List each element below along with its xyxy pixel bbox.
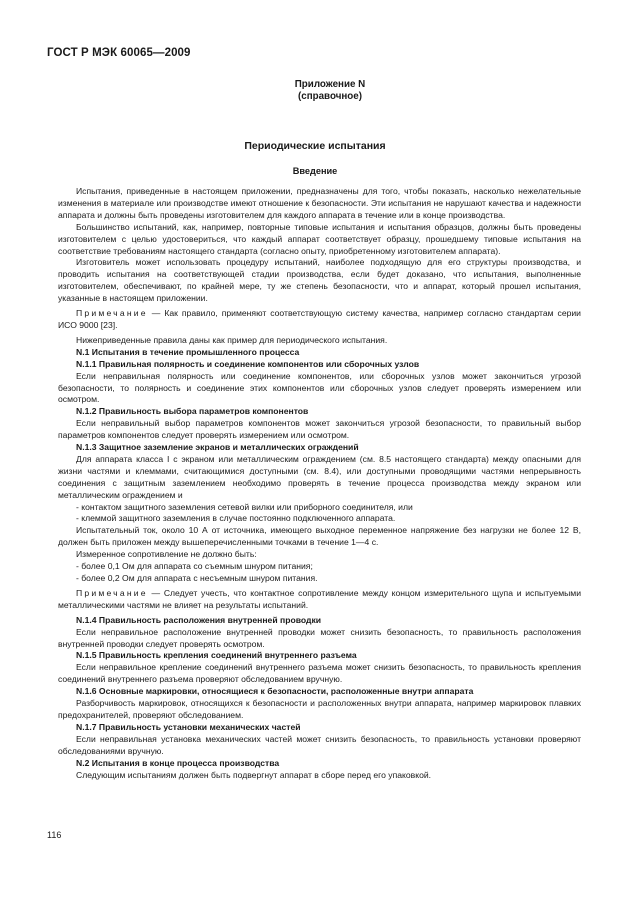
body-paragraph: Изготовитель может использовать процедуру испытаний, наиболее подходящую для его структуры производства, и проводить испытания на соответствующей стадии производства, если будет доказано, что испытания, выполненные изготовителем, обеспечивают, по крайней мере, ту же степень безопасности, что и аппарат, который прошел испытания, указанные в настоящем приложении.: [58, 257, 581, 304]
annex-heading: [0, 79, 630, 103]
body-paragraph: Если неправильное расположение внутренней проводки может снизить безопасность, то правильность расположения внутренней проводки следует проверять осмотром.: [58, 626, 581, 649]
list-item: - клеммой защитного заземления в случае постоянно подключенного аппарата.: [76, 513, 396, 524]
body-paragraph: Для аппарата класса I с экраном или металлическим ограждением (см. 8.5 настоящего стандарта) между опасными для жизни частями и клеммами, считающимися доступными (см. 8.4), или доступными проводящими частями непрерывность соединения с защитным заземлением необходимо проверять в течение процесса производства между экраном или металлическим ограждением и: [58, 453, 581, 500]
body-paragraph: Следующим испытаниям должен быть подвергнут аппарат в сборе перед его упаковкой.: [76, 769, 432, 780]
list-item: - более 0,2 Ом для аппарата с несъемным шнуром питания.: [76, 573, 318, 583]
subsection-heading: N.2 Испытания в конце процесса производства: [76, 757, 280, 768]
note-paragraph: [58, 588, 581, 612]
note-label: Примечание: [76, 308, 148, 319]
subsection-heading: N.1.2 Правильность выбора параметров компонентов: [76, 406, 309, 417]
body-paragraph: Если неправильное крепление соединений внутреннего разъема может снизить безопасность, то правильность крепления соединений внутреннего разъема проверяют обследованием вручную.: [58, 662, 581, 685]
list-item: - контактом защитного заземления сетевой вилки или приборного соединителя, или: [76, 501, 413, 512]
section-title: Периодические испытания: [244, 140, 386, 152]
body-paragraph: Большинство испытаний, как, например, повторные типовые испытания и испытания образцов, должны быть проведены изготовителем с целью удостовериться, что каждый аппарат соответствует образцу, прошедшему типовые испытания на соответствие требованиям настоящего стандарта (согласно опыту, приобретенному изготовителем аппарата).: [58, 221, 581, 256]
note-text: — Следует учесть, что контактное сопротивление между концом измерительного щупа и испытуемыми металлическими частями не влияет на результаты испытаний.: [58, 587, 581, 610]
section-subtitle: Введение: [292, 166, 338, 176]
document-body: [58, 186, 581, 781]
body-paragraph: Если неправильный выбор параметров компонентов может закончиться угрозой безопасности, то правильный выбор параметров компонентов следует проверять измерением или осмотром.: [58, 418, 581, 441]
document-code: ГОСТ Р МЭК 60065—2009: [47, 47, 191, 59]
subsection-heading: N.1 Испытания в течение промышленного процесса: [76, 346, 300, 357]
note-paragraph: [58, 308, 581, 332]
body-paragraph: Разборчивость маркировок, относящихся к безопасности и расположенных внутри аппарата, например маркировок плавких предохранителей, проверяют обследованием.: [58, 698, 581, 720]
note-label: Примечание: [76, 587, 148, 598]
body-paragraph: Испытательный ток, около 10 А от источника, имеющего выходное переменное напряжение без нагрузки не более 12 В, должен быть приложен между вышеперечисленными точками в течение 1—4 с.: [58, 525, 581, 548]
note-text: — Как правило, применяют соответствующую систему качества, например согласно стандартам серии ИСО 9000 [23].: [58, 308, 581, 330]
list-item: - более 0,1 Ом для аппарата со съемным шнуром питания;: [76, 561, 313, 572]
annex-label: Приложение N: [294, 79, 366, 90]
body-paragraph: Измеренное сопротивление не должно быть:: [76, 549, 257, 560]
body-paragraph: Испытания, приведенные в настоящем приложении, предназначены для того, чтобы показать, насколько нежелательные изменения в материале или производстве имеют отношение к безопасности. Эти испытания не нарушают качества и надежности аппарата и должны быть проведены изготовителем для каждого аппарата в течение или в конце производства.: [58, 186, 581, 220]
subsection-heading: N.1.7 Правильность установки механических частей: [76, 721, 301, 732]
body-paragraph: Если неправильная полярность или соединение компонентов, или сборочных узлов может закончиться угрозой безопасности, то полярность и соединение этих компонентов или сборочных узлов следует проверять измерением или осмотром.: [58, 370, 581, 405]
subsection-heading: N.1.1 Правильная полярность и соединение компонентов или сборочных узлов: [76, 358, 420, 369]
annex-kind: (справочное): [298, 91, 362, 102]
subsection-heading: N.1.6 Основные маркировки, относящиеся к безопасности, расположенные внутри аппарата: [76, 686, 474, 697]
subsection-heading: N.1.3 Защитное заземление экранов и металлических ограждений: [76, 442, 359, 453]
subsection-heading: N.1.4 Правильность расположения внутренней проводки: [76, 614, 322, 625]
body-paragraph: Нижеприведенные правила даны как пример для периодического испытания.: [76, 334, 388, 345]
body-paragraph: Если неправильная установка механических частей может снизить безопасность, то правильность установки проверяют обследованиями вручную.: [58, 733, 581, 756]
subsection-heading: N.1.5 Правильность крепления соединений внутреннего разъема: [76, 650, 357, 661]
page-number: 116: [47, 830, 62, 840]
